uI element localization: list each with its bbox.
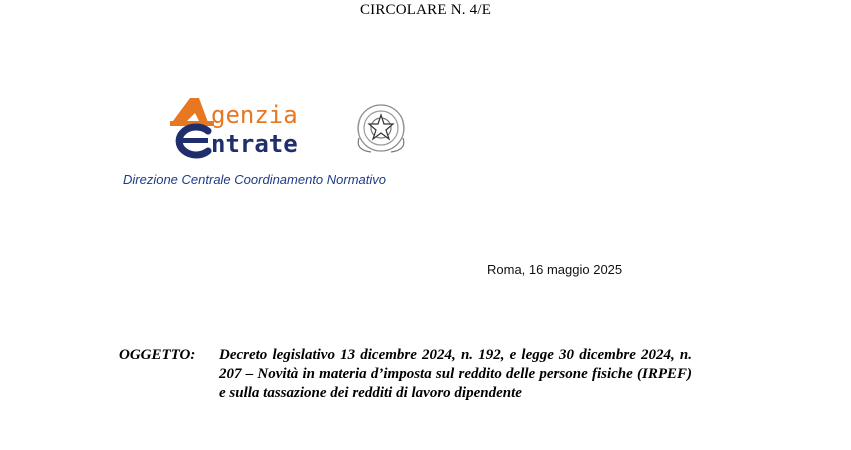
subject-text: Decreto legislativo 13 dicembre 2024, n. 192, e legge 30 dicembre 2024, n. 207 – Novità in materia d’imposta sul reddito delle persone fisiche (IRPEF) e sulla tassazione dei redditi di lavoro dipendente	[219, 347, 692, 401]
agenzia-entrate-logo	[166, 95, 410, 159]
logo-a-mark-icon	[170, 98, 214, 126]
logo-agenzia-text: genzia	[211, 101, 298, 129]
logo-entrate-text: ntrate	[211, 130, 298, 158]
circular-title: CIRCOLARE N. 4/E	[359, 2, 492, 18]
subject-label: OGGETTO:	[119, 347, 196, 363]
italian-republic-emblem-icon	[358, 105, 404, 152]
place-and-date: Roma, 16 maggio 2025	[487, 262, 623, 277]
logo-e-mark-icon	[179, 127, 208, 155]
department-name: Direzione Centrale Coordinamento Normativo	[123, 172, 387, 187]
